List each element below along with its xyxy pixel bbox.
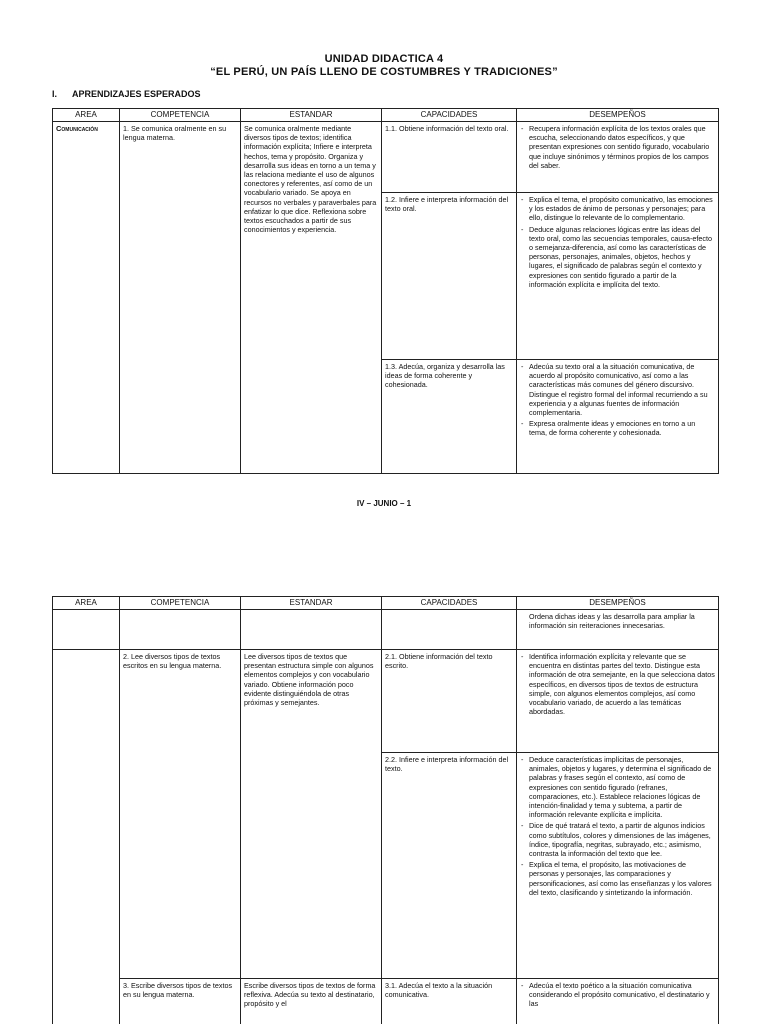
header-desempenos: DESEMPEÑOS [517, 597, 719, 610]
desempeno-item: - Dice de qué tratará el texto, a partir de algunos indicios como subtítulos, colores y dimensiones de las imágenes, índice, tipografía, negritas, subrayado, etc.; asimismo, contrasta la información del texto que lee. [520, 821, 715, 858]
capacidad-cell: 1.2. Infiere e interpreta información del texto oral. [382, 193, 517, 360]
desempeno-item: - Identifica información explícita y relevante que se encuentra en distintas partes del texto. Distingue esta información de otra semejante, en la que selecciona datos específicos, en diversos tipos de textos de estructura simple, con algunos elementos complejos, así como vocabulario variado, de acuerdo a las temáticas abordadas. [520, 652, 715, 716]
header-capacidades: CAPACIDADES [382, 597, 517, 610]
desempenos-cell [517, 360, 719, 474]
capacidad-cell: 1.3. Adecúa, organiza y desarrolla las ideas de forma coherente y cohesionada. [382, 360, 517, 474]
desempeno-item: - Explica el tema, el propósito, las motivaciones de personas y personajes, las comparaciones y personificaciones, así como las enseñanzas y los valores del texto, clasificando y sintetizando la información. [520, 860, 715, 897]
header-area: AREA [53, 597, 120, 610]
header-estandar: ESTANDAR [241, 597, 382, 610]
competencia-cell [120, 610, 241, 650]
estandar-cell: Lee diversos tipos de textos que presentan estructura simple con algunos elementos complejos y con vocabulario variado. Obtiene información poco evidente distinguiéndola de otras próximas y semejantes. [241, 650, 382, 979]
estandar-cell: Se comunica oralmente mediante diversos tipos de textos; identifica información explícita; Infiere e interpreta hechos, tema y propósito. Organiza y desarrolla sus ideas en torno a un tema y las relaciona mediante el uso de algunos conectores y referentes, así como de un vocabulario variado. Se apoya en recursos no verbales y paraverbales para enfatizar lo que dice. Reflexiona sobre textos escuchados a partir de sus conocimientos y experiencia. [241, 122, 382, 474]
desempeno-item: - Explica el tema, el propósito comunicativo, las emociones y los estados de ánimo de personas y personajes; para ello, distingue lo relevante de lo complementario. [520, 195, 715, 223]
desempenos-cell: Ordena dichas ideas y las desarrolla para ampliar la información sin reiteraciones innecesarias. [517, 610, 719, 650]
competencia-cell: 1. Se comunica oralmente en su lengua materna. [120, 122, 241, 474]
desempenos-cell [517, 122, 719, 193]
desempeno-item: - Adecúa el texto poético a la situación comunicativa considerando el propósito comunicativo, el destinatario y las [520, 981, 715, 1009]
desempeno-item: - Adecúa su texto oral a la situación comunicativa, de acuerdo al propósito comunicativo, así como a las características más comunes del género discursivo. Distingue el registro formal del informal recurriendo a su experiencia y a algunas fuentes de información complementaria. [520, 362, 715, 417]
header-estandar: ESTANDAR [241, 109, 382, 122]
desempeno-item: - Deduce algunas relaciones lógicas entre las ideas del texto oral, como las secuencias temporales, causa-efecto o semejanza-diferencia, así como las características de personas, personajes, animales, objetos, hechos y lugares, el significado de palabras según el contexto y expresiones con sentido figurado a partir de la información explícita e implícita del texto. [520, 225, 715, 289]
table-row [53, 979, 719, 1024]
estandar-cell [241, 610, 382, 650]
header-competencia: COMPETENCIA [120, 597, 241, 610]
section-number: I. [52, 89, 58, 99]
page-footer: IV – JUNIO – 1 [356, 499, 412, 508]
learning-table-page2 [52, 596, 719, 1024]
area-cell: Comunicación [53, 122, 120, 474]
competencia-cell: 2. Lee diversos tipos de textos escritos en su lengua materna. [120, 650, 241, 979]
area-cell [53, 650, 120, 1024]
table-row [53, 122, 719, 193]
capacidad-cell: 1.1. Obtiene información del texto oral. [382, 122, 517, 193]
header-area: AREA [53, 109, 120, 122]
estandar-cell: Escribe diversos tipos de textos de forma reflexiva. Adecúa su texto al destinatario, propósito y el [241, 979, 382, 1024]
desempenos-cell [517, 979, 719, 1024]
header-competencia: COMPETENCIA [120, 109, 241, 122]
desempeno-item: - Recupera información explícita de los textos orales que escucha, seleccionando datos específicos, y que presentan expresiones con sentido figurado, vocabulario que incluye sinónimos y términos propios de los campos del saber. [520, 124, 715, 170]
capacidad-cell: 3.1. Adecúa el texto a la situación comunicativa. [382, 979, 517, 1024]
learning-table-page1 [52, 108, 719, 474]
area-cell [53, 610, 120, 650]
document-subtitle: “EL PERÚ, UN PAÍS LLENO DE COSTUMBRES Y TRADICIONES” [210, 66, 558, 78]
desempenos-cell [517, 753, 719, 979]
desempeno-item: - Deduce características implícitas de personajes, animales, objetos y lugares, y determina el significado de palabras y frases según el contexto, así como de expresiones con sentido figurado (refranes, comparaciones, etc.). Establece relaciones lógicas de intención-finalidad y tema y subtema, a partir de información relevante explícita e implícita. [520, 755, 715, 819]
document-title: UNIDAD DIDACTICA 4 [324, 53, 444, 65]
desempenos-cell [517, 650, 719, 753]
section-heading [52, 89, 201, 99]
section-title: APRENDIZAJES ESPERADOS [72, 89, 201, 99]
capacidad-cell [382, 610, 517, 650]
table-header-row [53, 109, 719, 122]
table-header-row [53, 597, 719, 610]
desempenos-cell [517, 193, 719, 360]
table-row [53, 650, 719, 753]
desempeno-item: - Expresa oralmente ideas y emociones en torno a un tema, de forma coherente y cohesionada. [520, 419, 715, 437]
capacidad-cell: 2.1. Obtiene información del texto escrito. [382, 650, 517, 753]
table-row [53, 610, 719, 650]
header-desempenos: DESEMPEÑOS [517, 109, 719, 122]
header-capacidades: CAPACIDADES [382, 109, 517, 122]
competencia-cell: 3. Escribe diversos tipos de textos en su lengua materna. [120, 979, 241, 1024]
capacidad-cell: 2.2. Infiere e interpreta información del texto. [382, 753, 517, 979]
